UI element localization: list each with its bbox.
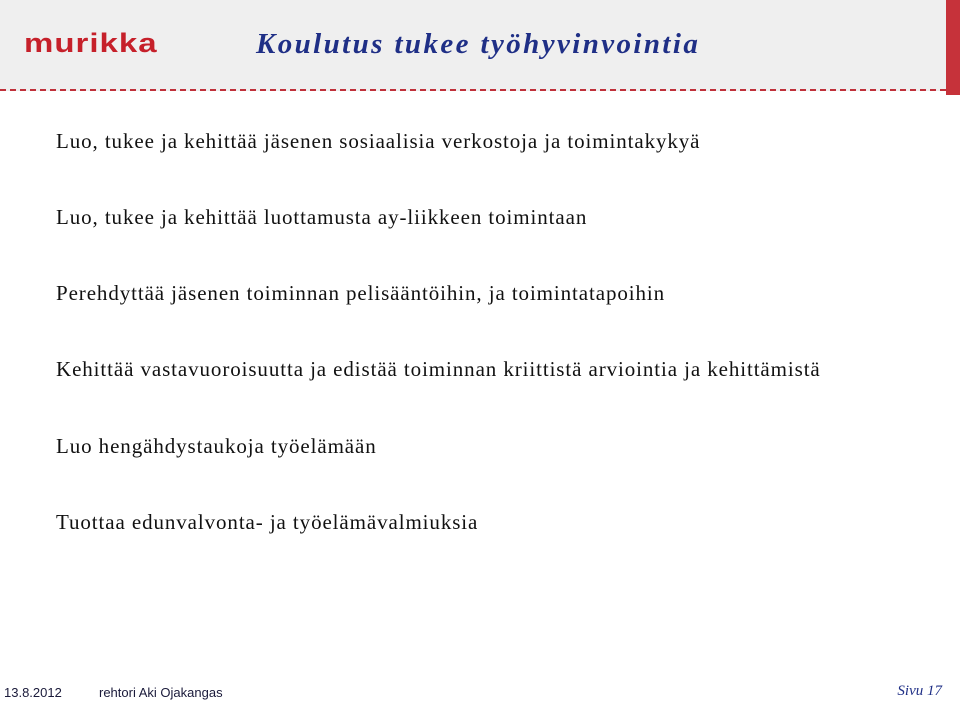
header-accent-bar <box>946 0 960 95</box>
slide-title: Koulutus tukee työhyvinvointia <box>256 28 701 60</box>
murikka-logo: murikka <box>24 27 158 58</box>
slide-header <box>0 0 946 91</box>
bullet-item: Perehdyttää jäsenen toiminnan pelisääntöihin, ja toimintatapoihin <box>56 281 666 305</box>
footer-page-number: Sivu 17 <box>897 683 942 699</box>
footer-author: rehtori Aki Ojakangas <box>99 685 223 700</box>
bullet-item: Tuottaa edunvalvonta- ja työelämävalmiuksia <box>56 510 479 534</box>
bullet-item: Kehittää vastavuoroisuutta ja edistää toiminnan kriittistä arviointia ja kehittämistä <box>56 357 821 381</box>
bullet-item: Luo, tukee ja kehittää jäsenen sosiaalisia verkostoja ja toimintakykyä <box>56 129 701 153</box>
bullet-list <box>56 126 906 583</box>
bullet-item: Luo hengähdystaukoja työelämään <box>56 434 377 458</box>
footer-date: 13.8.2012 <box>4 685 62 700</box>
bullet-item: Luo, tukee ja kehittää luottamusta ay-liikkeen toimintaan <box>56 205 588 229</box>
